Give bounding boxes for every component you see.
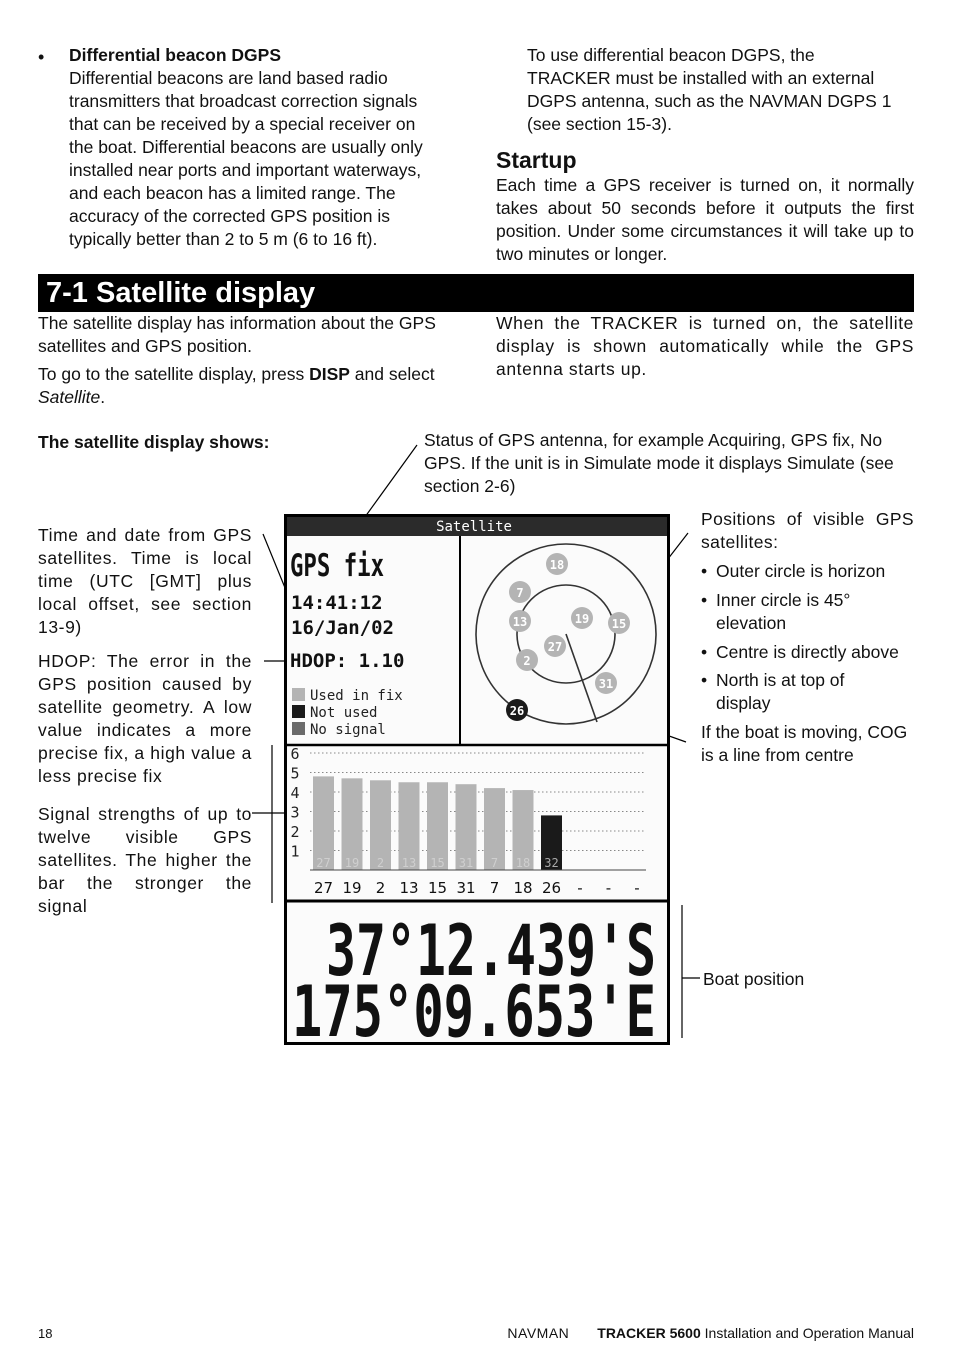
- callout-status: Status of GPS antenna, for example Acquiring, GPS fix, No GPS. If the unit is in Simulate mode it displays Simulate (see section 2-6): [424, 430, 894, 496]
- svg-text:18: 18: [549, 558, 565, 572]
- dgps-line: typically better than 2 to 5 m (6 to 16 ft).: [69, 229, 378, 249]
- dgps-line: installed near ports and important waterways,: [69, 160, 422, 180]
- bar-sat-label: 27: [313, 879, 334, 897]
- svg-text:19: 19: [574, 612, 590, 626]
- sky-sat-19: [571, 607, 593, 629]
- dgps-antenna-line: To use differential beacon DGPS, the: [527, 45, 815, 65]
- lcd-time: 14:41:12: [291, 592, 383, 614]
- svg-text:2: 2: [523, 654, 531, 668]
- callout-positions: Positions of visible GPS satellites:: [701, 509, 914, 552]
- y-tick-label: 6: [290, 745, 300, 763]
- startup-display-text: When the TRACKER is turned on, the satellite display is shown automatically while the GPS antenna starts up.: [496, 313, 914, 379]
- footer-product: TRACKER 5600: [597, 1325, 701, 1341]
- legend-no-signal: No signal: [310, 722, 386, 738]
- position-bullet: • North is at top of display: [716, 669, 866, 715]
- intro-paragraph: The satellite display has information about the GPS satellites and GPS position.: [38, 313, 436, 356]
- bar-inner-label: 18: [515, 856, 531, 870]
- bar-inner-label: 7: [490, 856, 499, 870]
- lcd-hdop: HDOP: 1.10: [290, 650, 405, 672]
- disp-instruction: To go to the satellite display, press DISP and select Satellite.: [38, 364, 435, 407]
- dgps-antenna-line: TRACKER must be installed with an external: [527, 68, 875, 88]
- bullet-dot: •: [38, 47, 45, 67]
- callout-cog: If the boat is moving, COG is a line from centre: [701, 722, 908, 765]
- boat-longitude: 175°09.653'E: [292, 971, 656, 1045]
- shows-heading: The satellite display shows:: [38, 432, 270, 452]
- startup-text: Each time a GPS receiver is turned on, it normally takes about 50 seconds before it outputs the first position. Under some circumstances it will take up to two minutes or longer.: [496, 175, 914, 264]
- dgps-line: accuracy of the corrected GPS position is: [69, 206, 390, 226]
- y-tick-label: 5: [290, 764, 300, 783]
- position-bullet: • Inner circle is 45° elevation: [716, 589, 876, 635]
- sky-sat-18: [546, 553, 568, 575]
- bar-sat-label: 18: [513, 879, 533, 897]
- bar-y-ticks: [290, 745, 299, 861]
- svg-text:7: 7: [516, 586, 524, 600]
- footer-manual: Installation and Operation Manual: [700, 1325, 914, 1341]
- dgps-line: transmitters that broadcast correction signals: [69, 91, 418, 111]
- sky-sat-2: [516, 649, 538, 671]
- legend-used: Used in fix: [310, 688, 403, 704]
- bar-sat-label: 31: [456, 879, 476, 897]
- section-title: 7-1 Satellite display: [46, 277, 316, 309]
- bar-sat-label: 7: [489, 879, 500, 897]
- svg-text:15: 15: [611, 617, 627, 631]
- bar-inner-label: 31: [458, 856, 474, 870]
- dgps-antenna-line: DGPS antenna, such as the NAVMAN DGPS 1: [527, 91, 892, 111]
- dgps-line: that can be received by a special receiver on: [69, 114, 416, 134]
- sky-sat-7: [509, 581, 531, 603]
- lcd-date: 16/Jan/02: [291, 617, 394, 639]
- bar-sat-label: -: [605, 879, 612, 897]
- position-bullet: • Centre is directly above: [716, 641, 914, 664]
- bar-sat-label: -: [634, 879, 640, 897]
- callout-time: Time and date from GPS satellites. Time is local time (UTC [GMT] plus local offset, see section 13-9): [38, 525, 252, 637]
- legend-not-used: Not used: [310, 705, 378, 721]
- y-tick-label: 1: [290, 842, 300, 861]
- signal-bars: [313, 776, 562, 870]
- dgps-heading: Differential beacon DGPS: [69, 45, 281, 65]
- sky-sat-26: [506, 699, 528, 721]
- dgps-antenna-line: (see section 15-3).: [527, 114, 672, 134]
- footer-brand: NAVMAN: [507, 1325, 570, 1341]
- bar-sat-label: -: [577, 879, 583, 897]
- bar-inner-label: 13: [401, 856, 417, 870]
- dgps-line: the boat. Differential beacons are usually only: [69, 137, 423, 157]
- sky-sat-15: [608, 612, 630, 634]
- bar-inner-label: 15: [430, 856, 445, 870]
- lcd-screen: [284, 514, 670, 1045]
- boat-latitude: 37°12.439'S: [326, 910, 656, 992]
- startup-heading: Startup: [496, 147, 577, 173]
- bar-inner-label: 2: [376, 856, 385, 870]
- y-tick-label: 3: [290, 803, 300, 822]
- bar-inner-label: 32: [544, 856, 559, 870]
- dgps-line: and each beacon has a limited range. The: [69, 183, 396, 203]
- sky-sat-27: [544, 635, 566, 657]
- svg-text:26: 26: [509, 704, 525, 718]
- callout-boat: Boat position: [703, 969, 805, 989]
- bar-inner-label: 19: [344, 856, 360, 870]
- sky-sat-13: [509, 610, 531, 632]
- footer-title: [507, 1322, 914, 1345]
- bar-sat-label: 13: [399, 879, 419, 897]
- bar-sat-label: 19: [342, 879, 362, 897]
- bar-sat-label: 2: [375, 879, 386, 897]
- bar-sat-label: 15: [427, 879, 448, 897]
- lcd-title: Satellite: [436, 519, 512, 535]
- bar-inner-label: 27: [316, 856, 331, 870]
- y-tick-label: 2: [290, 823, 300, 841]
- svg-text:31: 31: [598, 677, 614, 691]
- bar-sat-label: 26: [541, 879, 562, 897]
- dgps-line: Differential beacons are land based radio: [69, 68, 388, 88]
- svg-text:27: 27: [547, 640, 563, 654]
- sky-sat-31: [595, 672, 617, 694]
- callout-hdop: HDOP: The error in the GPS position caused by satellite geometry. A low value indicates a more precise fix, a high value a less precise fix: [38, 651, 252, 786]
- svg-text:13: 13: [512, 615, 528, 629]
- page-number: 18: [38, 1326, 53, 1341]
- callout-signal: Signal strengths of up to twelve visible GPS satellites. The higher the bar the stronger the signal: [38, 804, 252, 916]
- y-tick-label: 4: [290, 784, 300, 802]
- lcd-status: GPS fix: [290, 548, 384, 584]
- position-bullet: • Outer circle is horizon: [716, 560, 914, 583]
